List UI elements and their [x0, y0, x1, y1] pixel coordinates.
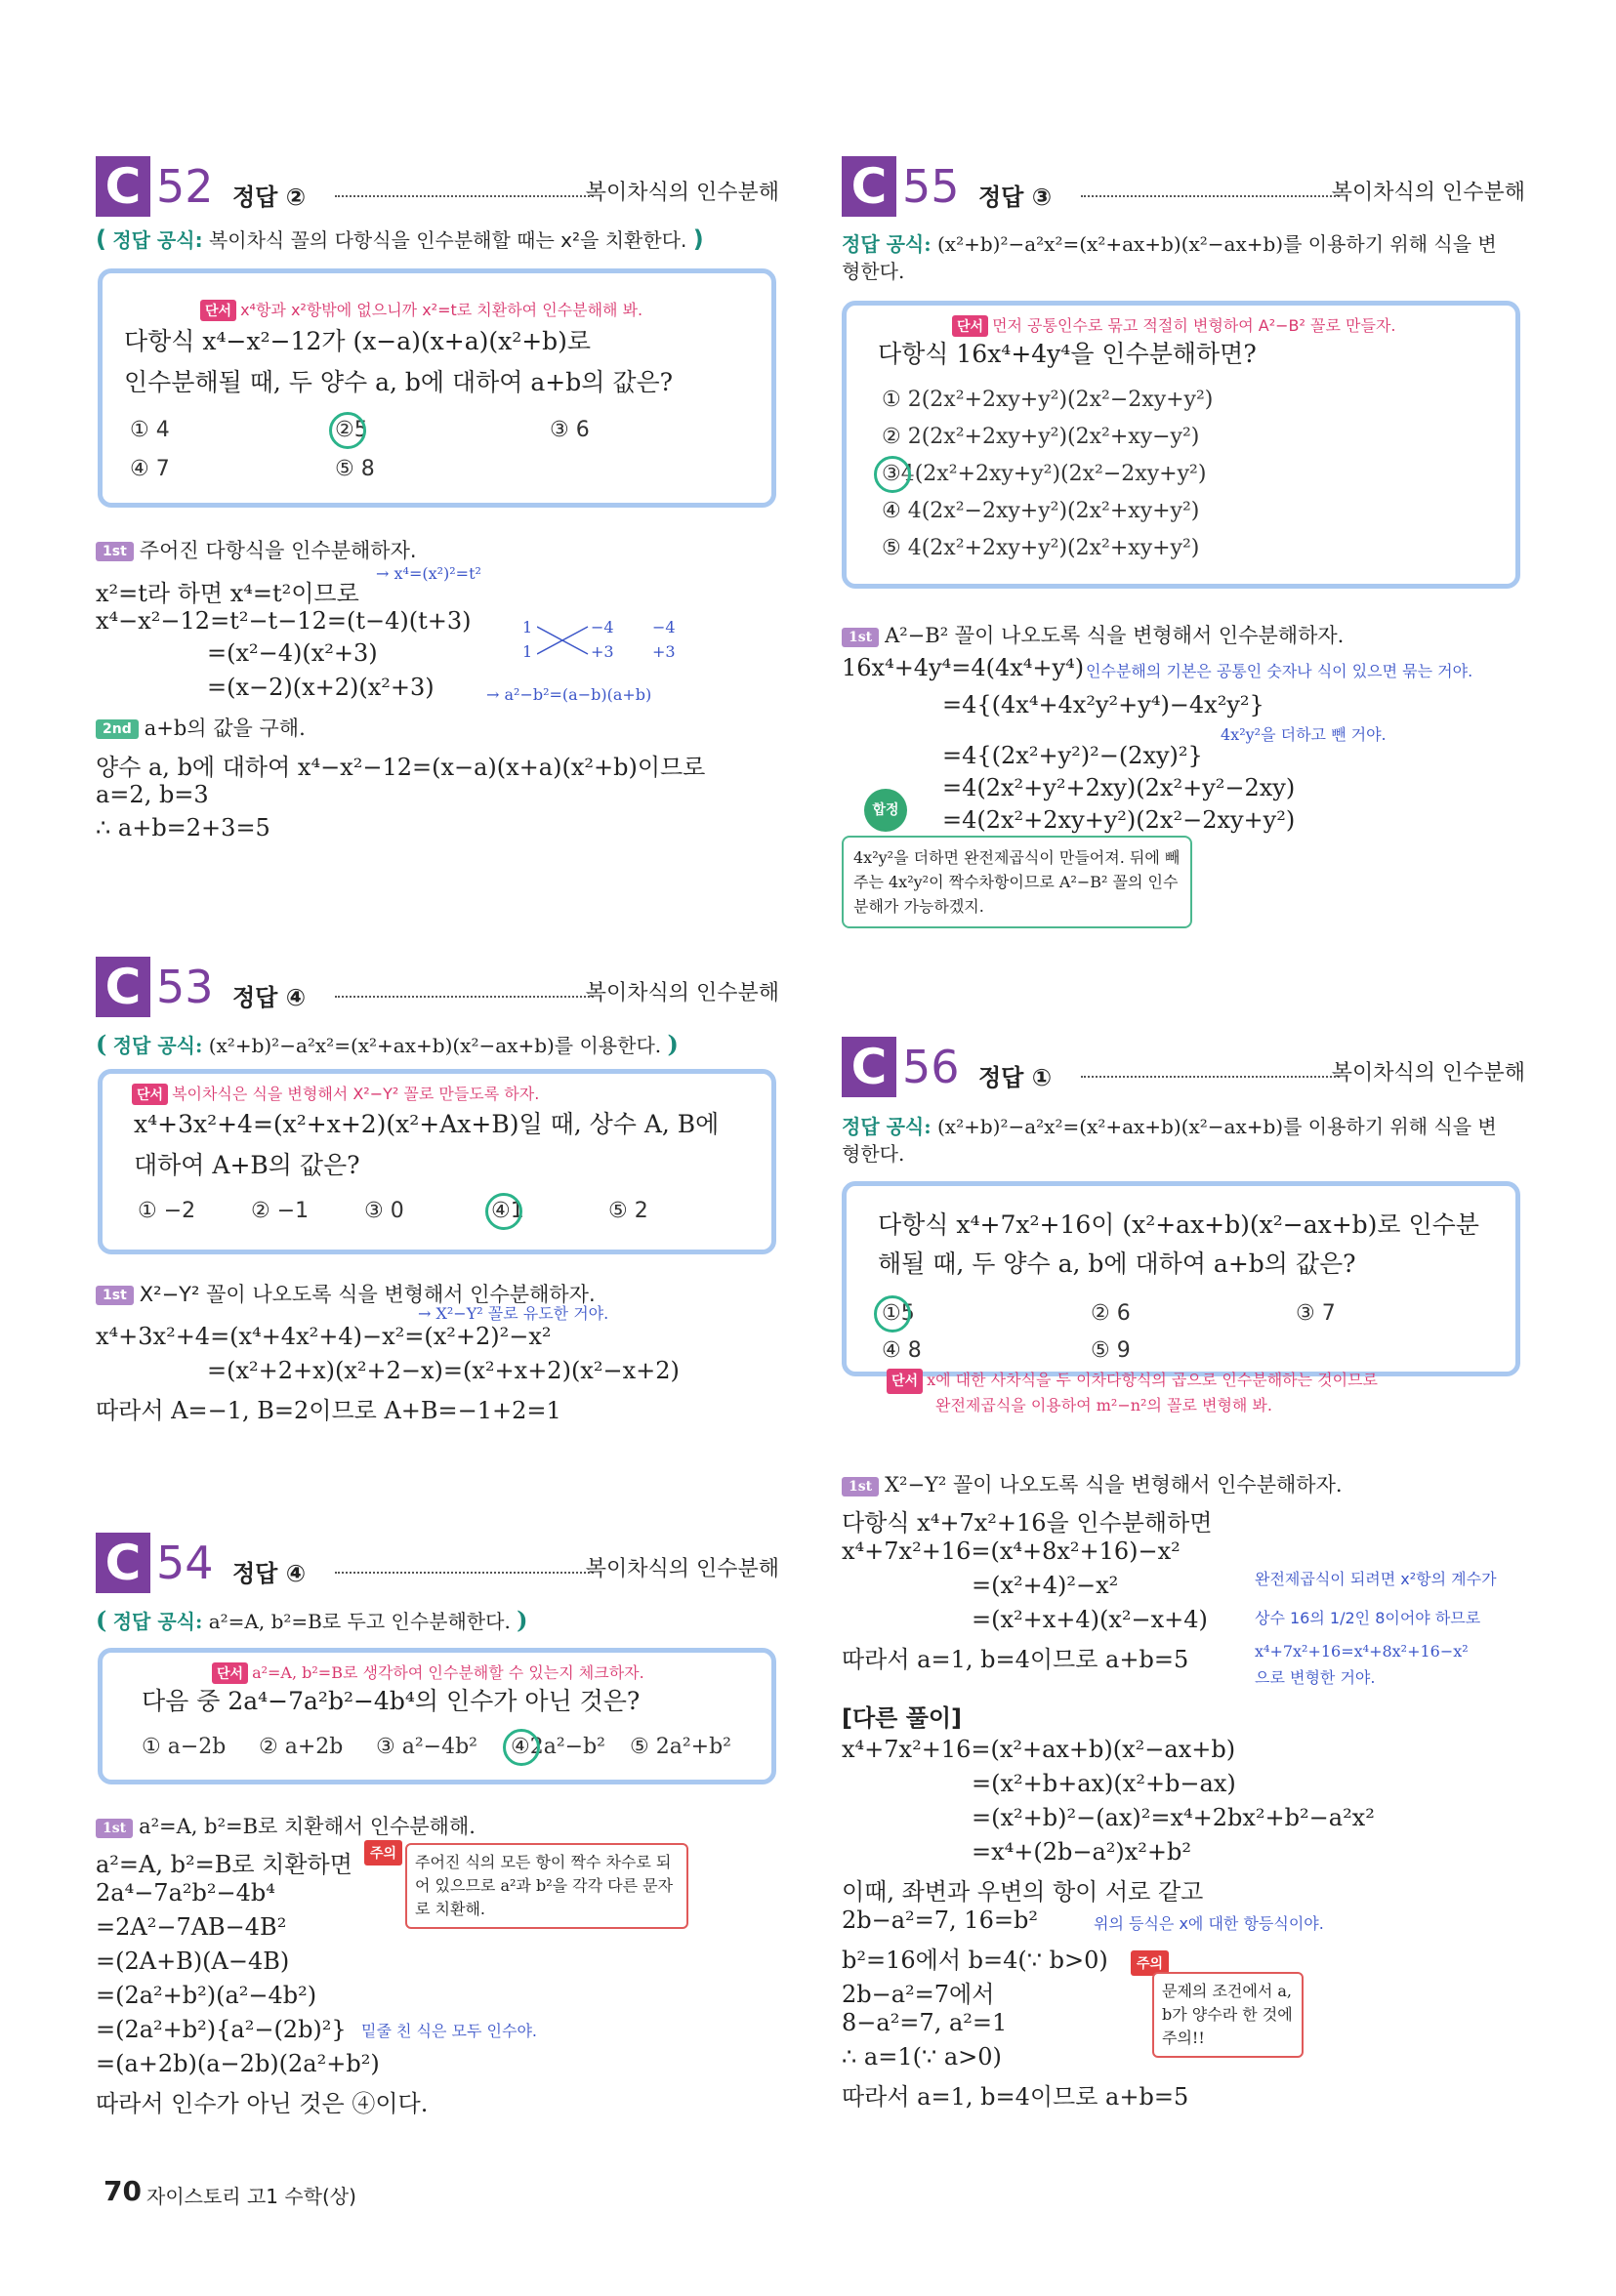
c54-line6: =(2a²+b²){a²−(2b)²} — [96, 2016, 347, 2043]
c55-line4: =4(2x²+y²+2xy)(2x²+y²−2xy) — [942, 774, 1296, 801]
c52-formula-label: 정답 공식: — [112, 228, 203, 252]
c55-step1-tag: 1st — [842, 628, 879, 647]
c54-line6-note: 밑줄 친 식은 모두 인수야. — [361, 2022, 537, 2040]
c55-dots — [1081, 195, 1340, 197]
c53-question-line1: x⁴+3x²+4=(x²+x+2)(x²+Ax+B)일 때, 상수 A, B에 — [134, 1110, 720, 1138]
c54-formula-text: a²=A, b²=B로 두고 인수분해한다. — [208, 1610, 511, 1633]
c52-answer: 정답 ② — [232, 184, 307, 211]
bracket-close: ) — [692, 226, 704, 253]
c52-step2-text: a+b의 값을 구해. — [144, 717, 306, 740]
page-number: 70 — [104, 2175, 142, 2207]
c53-option-3[interactable]: ③ 0 — [364, 1199, 404, 1223]
c55-line1: 16x⁴+4y⁴=4(4x⁴+y⁴) — [842, 654, 1085, 681]
c53-tip-tag: 단서 — [132, 1084, 168, 1105]
c53-step1-text: X²−Y² 꼴이 나오도록 식을 변형해서 인수분해하자. — [139, 1283, 596, 1306]
c56-warning-box: 문제의 조건에서 a, b가 양수라 한 것에 주의!! — [1152, 1972, 1304, 2058]
c55-option-1[interactable]: ① 2(2x²+2xy+y²)(2x²−2xy+y²) — [882, 388, 1214, 412]
c56-line4: =(x²+x+4)(x²−x+4) — [972, 1606, 1208, 1633]
c56-tip-line2: 완전제곱식을 이용하여 m²−n²의 꼴로 변형해 봐. — [935, 1396, 1272, 1414]
c56-alt-line2: =(x²+b+ax)(x²+b−ax) — [972, 1770, 1236, 1797]
c54-step1-text: a²=A, b²=B로 치환해서 인수분해해. — [139, 1815, 476, 1838]
c55-formula-label: 정답 공식: — [842, 232, 932, 256]
c54-number: 54 — [156, 1537, 214, 1589]
c55-line1-note: 인수분해의 기본은 공통인 숫자나 식이 있으면 묶는 거야. — [1086, 662, 1473, 680]
c56-answer-circle — [874, 1295, 911, 1332]
c53-option-4[interactable]: ④1 — [491, 1199, 524, 1223]
c55-number: 55 — [902, 160, 960, 213]
c52-tip-text: x⁴항과 x²항밖에 없으니까 x²=t로 치환하여 인수분해해 봐. — [240, 301, 643, 319]
c52-cross-top-right: −4 — [591, 618, 614, 636]
c54-question-line1: 다음 중 2a⁴−7a²b²−4b⁴의 인수가 아닌 것은? — [142, 1687, 641, 1715]
c54-warning-box: 주어진 식의 모든 항이 짝수 차수로 되어 있으므로 a²과 b²을 각각 다른 문자로 치환해. — [405, 1843, 688, 1929]
c55-step1-text: A²−B² 꼴이 나오도록 식을 변형해서 인수분해하자. — [885, 624, 1345, 647]
bracket-open: ( — [96, 1030, 107, 1058]
c52-s2-line3: ∴ a+b=2+3=5 — [96, 814, 270, 841]
c55-tip-tag: 단서 — [952, 315, 988, 337]
c52-s2-line1: 양수 a, b에 대하여 x⁴−x²−12=(x−a)(x+a)(x²+b)이므로 — [96, 754, 706, 781]
c54-formula-label: 정답 공식: — [112, 1610, 203, 1633]
c56-alt-title: [다른 풀이] — [842, 1704, 963, 1732]
c52-number: 52 — [156, 160, 214, 213]
c56-line1: 다항식 x⁴+7x²+16을 인수분해하면 — [842, 1509, 1213, 1537]
c56-question-line1: 다항식 x⁴+7x²+16이 (x²+ax+b)(x²−ax+b)로 인수분 — [878, 1210, 1479, 1239]
c55-option-5[interactable]: ⑤ 4(2x²+2xy+y²)(2x²+xy+y²) — [882, 536, 1200, 560]
c56-option-3[interactable]: ③ 7 — [1296, 1301, 1336, 1326]
c56-label: C — [842, 1037, 896, 1097]
c54-option-4[interactable]: ④2a²−b² — [511, 1735, 605, 1759]
c56-alt-line9: 8−a²=7, a²=1 — [842, 2009, 1008, 2036]
c54-warning-tag: 주의 — [364, 1840, 402, 1866]
c56-answer: 정답 ① — [978, 1064, 1053, 1091]
c52-cross-result-top: −4 — [652, 618, 676, 636]
c56-alt-line3: =(x²+b)²−(ax)²=x⁴+2bx²+b²−a²x² — [972, 1804, 1375, 1831]
c54-line7: =(a+2b)(a−2b)(2a²+b²) — [96, 2050, 380, 2077]
c55-header — [842, 156, 1525, 221]
c53-option-2[interactable]: ② −1 — [251, 1199, 310, 1223]
c53-formula — [96, 1030, 679, 1058]
c54-header — [96, 1533, 779, 1597]
c53-step1-tag: 1st — [96, 1286, 134, 1305]
c56-alt-line1: x⁴+7x²+16=(x²+ax+b)(x²−ax+b) — [842, 1736, 1236, 1763]
c52-tip — [200, 298, 642, 321]
c55-trap-box: 4x²y²을 더하면 완전제곱식이 만들어져. 뒤에 빼주는 4x²y²이 짝수차항이므로 A²−B² 꼴의 인수분해가 가능하겠지. — [842, 836, 1192, 928]
c56-option-1[interactable]: ①5 — [882, 1301, 915, 1326]
c55-formula-text: (x²+b)²−a²x²=(x²+ax+b)(x²−ax+b)를 이용하기 위해 식을 변형한다. — [842, 232, 1497, 283]
c54-question-box — [98, 1648, 776, 1784]
c53-formula-label: 정답 공식: — [112, 1034, 203, 1057]
c56-line2: x⁴+7x²+16=(x⁴+8x²+16)−x² — [842, 1538, 1181, 1565]
c55-line2-note: 4x²y²을 더하고 뺀 거야. — [1221, 725, 1387, 744]
bracket-close: ) — [667, 1030, 679, 1058]
c54-line2: 2a⁴−7a²b²−4b⁴ — [96, 1879, 275, 1906]
c56-option-5[interactable]: ⑤ 9 — [1091, 1338, 1131, 1363]
c56-tip-line1: x에 대한 사차식을 두 이차다항식의 곱으로 인수분해하는 것이므로 — [927, 1371, 1379, 1389]
c56-alt-line4: =x⁴+(2b−a²)x²+b² — [972, 1838, 1192, 1866]
bracket-open: ( — [96, 1606, 107, 1634]
c52-question-box — [98, 268, 776, 508]
c56-dots — [1081, 1076, 1340, 1078]
c52-option-3[interactable]: ③ 6 — [550, 418, 590, 442]
c54-tip-text: a²=A, b²=B로 생각하여 인수분해할 수 있는지 체크하자. — [252, 1663, 644, 1682]
c52-step1-tag: 1st — [96, 542, 134, 561]
c56-number: 56 — [902, 1041, 960, 1093]
c55-label: C — [842, 156, 896, 217]
c53-topic: 복이차식의 인수분해 — [585, 981, 779, 1005]
c54-option-5[interactable]: ⑤ 2a²+b² — [630, 1735, 731, 1759]
c52-topic: 복이차식의 인수분해 — [585, 181, 779, 205]
c55-option-2[interactable]: ② 2(2x²+2xy+y²)(2x²+xy−y²) — [882, 425, 1200, 449]
c56-note-a1: 완전제곱식이 되려면 x²항의 계수가 — [1255, 1570, 1497, 1588]
c52-question-line2: 인수분해될 때, 두 양수 a, b에 대하여 a+b의 값은? — [124, 368, 674, 396]
c54-option-1[interactable]: ① a−2b — [142, 1735, 227, 1759]
c52-cross-bottom-right: +3 — [591, 642, 614, 661]
c55-step1-title — [842, 620, 1344, 649]
c56-question-line2: 해될 때, 두 양수 a, b에 대하여 a+b의 값은? — [878, 1250, 1356, 1278]
c54-line3: =2A²−7AB−4B² — [96, 1913, 287, 1941]
c53-note1-text: X²−Y² 꼴로 유도한 거야. — [435, 1304, 609, 1323]
c53-option-1[interactable]: ① −2 — [138, 1199, 196, 1223]
c56-line5: 따라서 a=1, b=4이므로 a+b=5 — [842, 1646, 1189, 1673]
c54-topic: 복이차식의 인수분해 — [585, 1557, 779, 1581]
c53-line1: x⁴+3x²+4=(x⁴+4x²+4)−x²=(x²+2)²−x² — [96, 1323, 552, 1350]
c54-step1-tag: 1st — [96, 1819, 133, 1838]
c53-number: 53 — [156, 961, 214, 1013]
c53-note1: → X²−Y² 꼴로 유도한 거야. — [418, 1304, 609, 1323]
c52-formula — [96, 225, 704, 253]
c55-answer: 정답 ③ — [978, 184, 1053, 211]
c56-option-4[interactable]: ④ 8 — [882, 1338, 922, 1363]
c56-tip-tag: 단서 — [887, 1369, 923, 1394]
c52-option-1[interactable]: ① 4 — [130, 418, 170, 442]
c54-tip — [212, 1660, 644, 1684]
c54-dots — [335, 1572, 594, 1574]
c54-option-2[interactable]: ② a+2b — [259, 1735, 344, 1759]
c52-s1-line4: =(x−2)(x+2)(x²+3) — [207, 674, 435, 701]
c55-tip-text: 먼저 공통인수로 묶고 적절히 변형하여 A²−B² 꼴로 만들자. — [992, 316, 1396, 335]
c52-cross-lines — [537, 621, 596, 660]
c56-alt-line11: 따라서 a=1, b=4이므로 a+b=5 — [842, 2083, 1189, 2111]
c55-answer-circle — [874, 456, 911, 493]
c52-option-2[interactable]: ②5 — [335, 418, 368, 442]
c56-topic: 복이차식의 인수분해 — [1331, 1061, 1525, 1086]
c56-note-a3: x⁴+7x²+16=x⁴+8x²+16−x² — [1255, 1642, 1469, 1660]
c55-line2: =4{(4x⁴+4x²y²+y⁴)−4x²y²} — [942, 691, 1264, 718]
c54-line5: =(2a²+b²)(a²−4b²) — [96, 1982, 317, 2009]
c55-option-3[interactable]: ③4(2x²+2xy+y²)(2x²−2xy+y²) — [882, 462, 1207, 486]
c53-formula-text: (x²+b)²−a²x²=(x²+ax+b)(x²−ax+b)를 이용한다. — [208, 1034, 662, 1057]
c53-option-5[interactable]: ⑤ 2 — [608, 1199, 648, 1223]
c54-formula — [96, 1606, 528, 1634]
c54-tip-tag: 단서 — [212, 1662, 248, 1684]
c56-warning-tag: 주의 — [1131, 1950, 1169, 1976]
c56-step1-title — [842, 1469, 1343, 1498]
c54-option-3[interactable]: ③ a²−4b² — [376, 1735, 477, 1759]
c52-s1-line1: x²=t라 하면 x⁴=t²이므로 — [96, 580, 359, 607]
c56-alt-line5: 이때, 좌변과 우변의 항이 서로 같고 — [842, 1878, 1204, 1906]
c53-answer: 정답 ④ — [232, 984, 307, 1011]
c52-s1-note1-text: x⁴=(x²)²=t² — [394, 564, 481, 583]
c54-step1-title — [96, 1811, 476, 1840]
c56-formula — [842, 1113, 1515, 1168]
c54-answer-circle — [503, 1729, 540, 1766]
c53-question-box — [98, 1069, 776, 1254]
c55-tip — [952, 313, 1395, 337]
c53-tip-text: 복이차식은 식을 변형해서 X²−Y² 꼴로 만들도록 하자. — [172, 1085, 540, 1103]
c52-s2-line2: a=2, b=3 — [96, 781, 209, 808]
book-title: 자이스토리 고1 수학(상) — [146, 2185, 356, 2208]
c52-tip-tag: 단서 — [200, 300, 236, 321]
c56-alt-line8: 2b−a²=7에서 — [842, 1981, 995, 2008]
c52-s1-line2: x⁴−x²−12=t²−t−12=(t−4)(t+3) — [96, 607, 472, 635]
c52-dots — [335, 195, 594, 197]
c52-label: C — [96, 156, 150, 217]
c56-note-a4: 으로 변형한 거야. — [1255, 1668, 1376, 1687]
c55-topic: 복이차식의 인수분해 — [1331, 181, 1525, 205]
c53-question-line2: 대하여 A+B의 값은? — [134, 1151, 360, 1179]
c55-question-line1: 다항식 16x⁴+4y⁴을 인수분해하면? — [878, 340, 1257, 368]
c56-note-a2: 상수 16의 1/2인 8이어야 하므로 — [1255, 1609, 1481, 1627]
c52-step1-title — [96, 535, 417, 564]
c52-answer-circle — [329, 412, 366, 449]
c54-line4: =(2A+B)(A−4B) — [96, 1948, 290, 1975]
bracket-open: ( — [96, 226, 106, 253]
c56-alt-line7: b²=16에서 b=4(∵ b>0) — [842, 1947, 1108, 1974]
c54-line8: 따라서 인수가 아닌 것은 ④이다. — [96, 2090, 429, 2117]
c56-formula-label: 정답 공식: — [842, 1115, 932, 1138]
c52-header — [96, 156, 779, 221]
c53-answer-circle — [485, 1193, 522, 1230]
c52-option-4[interactable]: ④ 7 — [130, 457, 170, 481]
c52-s1-note2: → a²−b²=(a−b)(a+b) — [486, 685, 652, 704]
c55-option-4[interactable]: ④ 4(2x²−2xy+y²)(2x²+xy+y²) — [882, 499, 1200, 523]
c56-step1-text: X²−Y² 꼴이 나오도록 식을 변형해서 인수분해하자. — [885, 1473, 1343, 1496]
c52-formula-text: 복이차식 꼴의 다항식을 인수분해할 때는 x²을 치환한다. — [208, 228, 687, 252]
c55-trap-tag: 합정 — [864, 789, 907, 832]
c56-step1-tag: 1st — [842, 1477, 879, 1496]
c52-s1-note1: → x⁴=(x²)²=t² — [376, 564, 481, 583]
c56-question-box — [842, 1181, 1520, 1376]
bracket-close: ) — [517, 1606, 528, 1634]
c56-alt-line6-note: 위의 등식은 x에 대한 항등식이야. — [1094, 1914, 1324, 1933]
c52-step2-title — [96, 713, 306, 742]
c53-line2: =(x²+2+x)(x²+2−x)=(x²+x+2)(x²−x+2) — [207, 1357, 680, 1384]
c56-header — [842, 1037, 1525, 1101]
c56-alt-line10: ∴ a=1(∵ a>0) — [842, 2043, 1002, 2070]
c54-line1: a²=A, b²=B로 치환하면 — [96, 1851, 352, 1878]
c52-cross-top-left: 1 — [522, 618, 533, 636]
c56-alt-line6: 2b−a²=7, 16=b² — [842, 1906, 1038, 1934]
c56-line3: =(x²+4)²−x² — [972, 1572, 1119, 1599]
c55-formula — [842, 230, 1515, 285]
c52-step1-text: 주어진 다항식을 인수분해하자. — [139, 539, 417, 562]
c52-s1-line3: =(x²−4)(x²+3) — [207, 639, 378, 667]
c52-cross-bottom-left: 1 — [522, 642, 533, 661]
c56-formula-text: (x²+b)²−a²x²=(x²+ax+b)(x²−ax+b)를 이용하기 위해 식을 변형한다. — [842, 1115, 1497, 1166]
c54-label: C — [96, 1533, 150, 1593]
c55-question-box — [842, 301, 1520, 589]
c53-tip — [132, 1082, 539, 1105]
c53-header — [96, 957, 779, 1021]
c55-line3: =4{(2x²+y²)²−(2xy)²} — [942, 742, 1203, 769]
c52-step2-tag: 2nd — [96, 719, 139, 739]
c53-dots — [335, 996, 594, 998]
c56-tip — [887, 1369, 1378, 1417]
c52-cross-result-bottom: +3 — [652, 642, 676, 661]
c53-label: C — [96, 957, 150, 1017]
c54-answer: 정답 ④ — [232, 1560, 307, 1587]
c52-s1-note2-text: a²−b²=(a−b)(a+b) — [504, 685, 652, 704]
c52-option-5[interactable]: ⑤ 8 — [335, 457, 375, 481]
c55-line5: =4(2x²+2xy+y²)(2x²−2xy+y²) — [942, 806, 1296, 834]
c53-line3: 따라서 A=−1, B=2이므로 A+B=−1+2=1 — [96, 1397, 561, 1424]
c52-question-line1: 다항식 x⁴−x²−12가 (x−a)(x+a)(x²+b)로 — [124, 327, 592, 355]
c56-option-2[interactable]: ② 6 — [1091, 1301, 1131, 1326]
